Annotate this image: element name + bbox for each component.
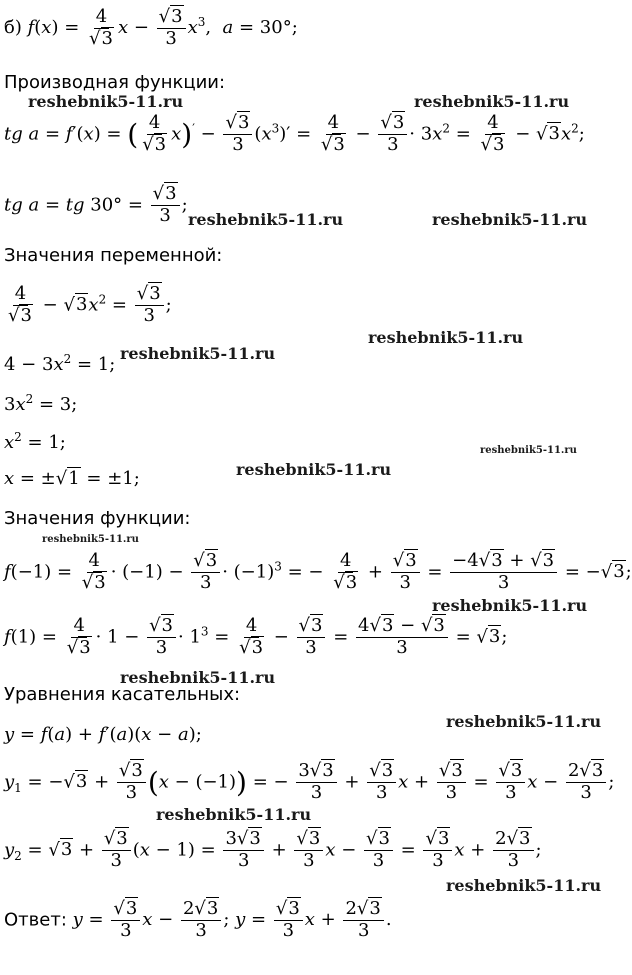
equation-step-5: x = ±√1 = ±1; (4, 468, 140, 489)
watermark: reshebnik5-11.ru (480, 445, 577, 456)
equation-step-4: $x^2 = 1$; (4, 430, 66, 453)
heading-function-values: Значения функции: (4, 508, 191, 529)
watermark: reshebnik5-11.ru (432, 596, 588, 615)
watermark: reshebnik5-11.ru (432, 210, 588, 229)
heading-tangent-equations: Уравнения касательных: (4, 684, 241, 705)
watermark: reshebnik5-11.ru (42, 534, 139, 545)
watermark: reshebnik5-11.ru (156, 805, 312, 824)
derivative-equation: tg a = f′(x) = ( $\frac{4}{√3}$ x)′ − $\frac{√3}{3}$ $(x^3)'$ = $\frac{4}{√3}$ − $\frac{√3}{3}$ · $3x^2$ = $\frac{4}{√3}$ − $√3x^2$; (4, 112, 585, 155)
watermark: reshebnik5-11.ru (188, 210, 344, 229)
watermark: reshebnik5-11.ru (28, 92, 184, 111)
watermark: reshebnik5-11.ru (446, 876, 602, 895)
answer (4, 900, 392, 941)
watermark: reshebnik5-11.ru (120, 668, 276, 687)
watermark: reshebnik5-11.ru (368, 328, 524, 347)
tangent-equation-1: $y_1 = -√3$ + $\frac{√3}{3}$ (x − (−1)) = − $\frac{3√3}{3}$ + $\frac{√3}{3}$ x + $\frac{√3}{3}$ = $\frac{√3}{3}$ x − $\frac{2√3}{3}$ ; (4, 760, 615, 803)
heading-variable: Значения переменной: (4, 245, 223, 266)
equation-step-2: $4 - 3x^2 = 1$; (4, 352, 116, 375)
equation-step-1: $\frac{4}{√3}$ − $√3x^2$ = $\frac{√3}{3}$ ; (8, 283, 172, 326)
tangent-equation-2: $y_2 = √3$ + $\frac{√3}{3}$ (x − 1) = $\frac{3√3}{3}$ + $\frac{√3}{3}$ x − $\frac{√3}{3}$ = $\frac{√3}{3}$ x + $\frac{2√3}{3}$ ; (4, 828, 542, 871)
answer-text: y = $\frac{√3}{3}$ x − $\frac{2√3}{3}$ ; y = $\frac{√3}{3}$ x + $\frac{2√3}{3}$ . (72, 898, 392, 941)
equation-step-3: $3x^2 = 3$; (4, 392, 78, 415)
watermark: reshebnik5-11.ru (236, 460, 392, 479)
tangent-general-formula: y = f(a) + f′(a)(x − a); (4, 724, 202, 745)
watermark: reshebnik5-11.ru (120, 344, 276, 363)
watermark: reshebnik5-11.ru (446, 712, 602, 731)
answer-label: Ответ: (4, 909, 67, 931)
heading-derivative: Производная функции: (4, 72, 226, 93)
function-value-minus-one: f(−1) = $\frac{4}{√3}$ · (−1) − $\frac{√3}{3}$ · $(-1)^3$ = − $\frac{4}{√3}$ + $\frac{√3}{3}$ = $\frac{-4√3 + √3}{3}$ = −√3; (4, 550, 632, 593)
function-value-one: f(1) = $\frac{4}{√3}$ · 1 − $\frac{√3}{3}$ · $1^3$ = $\frac{4}{√3}$ − $\frac{√3}{3}$ = $\frac{4√3 - √3}{3}$ = √3; (4, 615, 508, 658)
tangent-value: tg a = tg 30° = $\frac{√3}{3}$ ; (4, 183, 188, 226)
watermark: reshebnik5-11.ru (414, 92, 570, 111)
problem-text: б) f(x) = $\frac{4}{√3}$ x − $\frac{√3}{3}$ $x^3$, a = 30°; (4, 6, 298, 49)
problem-statement (4, 8, 298, 49)
